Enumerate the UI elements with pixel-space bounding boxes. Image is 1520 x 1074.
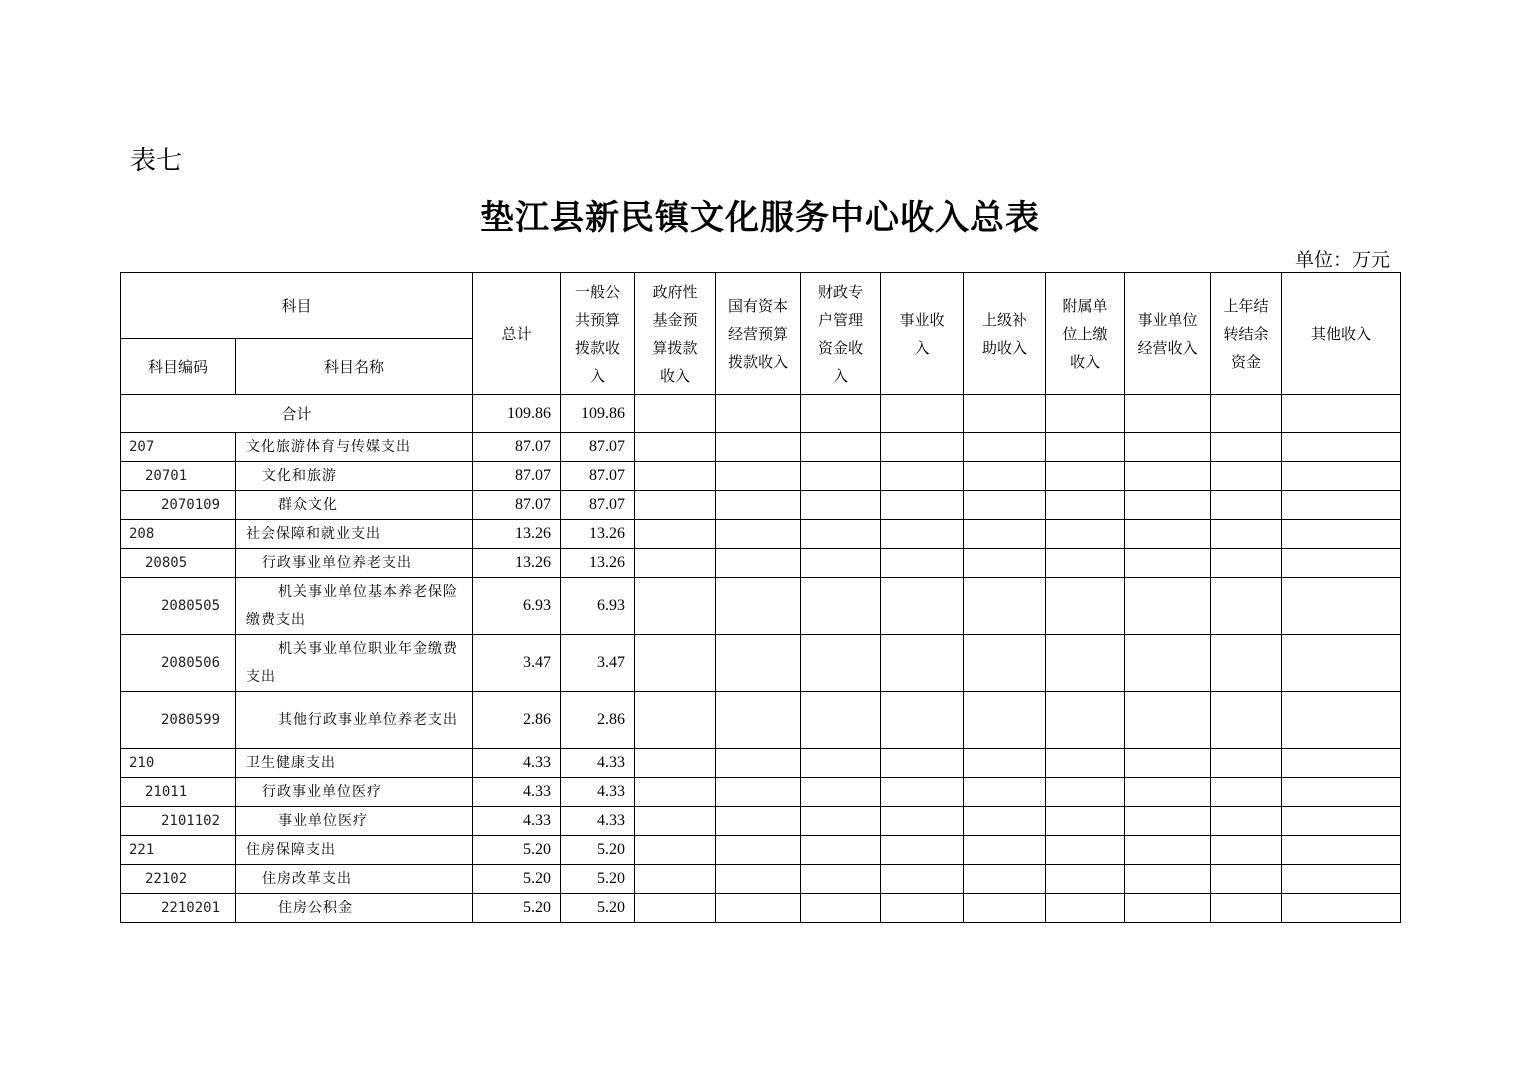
row-general: 4.33 — [561, 807, 635, 836]
empty-cell — [1125, 549, 1211, 578]
empty-cell — [635, 549, 716, 578]
empty-cell — [1211, 807, 1282, 836]
header-other-income: 其他收入 — [1282, 273, 1401, 395]
empty-cell — [801, 462, 881, 491]
empty-cell — [635, 836, 716, 865]
empty-cell — [1211, 692, 1282, 749]
row-general: 87.07 — [561, 491, 635, 520]
empty-cell — [635, 395, 716, 433]
empty-cell — [881, 395, 964, 433]
empty-cell — [801, 836, 881, 865]
empty-cell — [881, 491, 964, 520]
empty-cell — [1125, 894, 1211, 923]
empty-cell — [635, 520, 716, 549]
empty-cell — [881, 749, 964, 778]
row-code: 2080506 — [121, 635, 236, 692]
row-general: 87.07 — [561, 462, 635, 491]
empty-cell — [1046, 749, 1125, 778]
empty-cell — [1125, 491, 1211, 520]
empty-cell — [716, 778, 801, 807]
row-name: 住房公积金 — [236, 894, 473, 923]
row-code: 2080599 — [121, 692, 236, 749]
empty-cell — [881, 692, 964, 749]
empty-cell — [716, 578, 801, 635]
empty-cell — [964, 894, 1046, 923]
empty-cell — [801, 520, 881, 549]
empty-cell — [716, 549, 801, 578]
header-subject: 科目 — [121, 273, 473, 339]
empty-cell — [1211, 578, 1282, 635]
empty-cell — [1046, 549, 1125, 578]
empty-cell — [1046, 491, 1125, 520]
row-total: 87.07 — [473, 462, 561, 491]
table-row — [121, 807, 1401, 836]
empty-cell — [881, 778, 964, 807]
row-name: 事业单位医疗 — [236, 807, 473, 836]
income-summary-table — [120, 272, 1401, 923]
empty-cell — [1282, 807, 1401, 836]
table-row — [121, 778, 1401, 807]
empty-cell — [635, 807, 716, 836]
empty-cell — [635, 865, 716, 894]
empty-cell — [1125, 635, 1211, 692]
empty-cell — [1211, 894, 1282, 923]
row-code: 207 — [121, 433, 236, 462]
header-total: 总计 — [473, 273, 561, 395]
empty-cell — [964, 865, 1046, 894]
empty-cell — [1046, 462, 1125, 491]
empty-cell — [1282, 462, 1401, 491]
row-total: 13.26 — [473, 549, 561, 578]
empty-cell — [716, 836, 801, 865]
total-cell-general: 109.86 — [561, 395, 635, 433]
empty-cell — [1046, 578, 1125, 635]
header-business-operation: 事业单位 经营收入 — [1125, 273, 1211, 395]
total-row — [121, 395, 1401, 433]
empty-cell — [1211, 491, 1282, 520]
empty-cell — [964, 549, 1046, 578]
empty-cell — [1046, 692, 1125, 749]
empty-cell — [881, 836, 964, 865]
empty-cell — [1282, 578, 1401, 635]
row-code: 20805 — [121, 549, 236, 578]
row-total: 5.20 — [473, 894, 561, 923]
empty-cell — [1282, 836, 1401, 865]
row-name: 卫生健康支出 — [236, 749, 473, 778]
row-total: 4.33 — [473, 778, 561, 807]
empty-cell — [635, 692, 716, 749]
empty-cell — [801, 865, 881, 894]
empty-cell — [1282, 778, 1401, 807]
empty-cell — [1125, 395, 1211, 433]
empty-cell — [716, 692, 801, 749]
empty-cell — [801, 692, 881, 749]
empty-cell — [635, 578, 716, 635]
empty-cell — [1046, 395, 1125, 433]
empty-cell — [716, 635, 801, 692]
empty-cell — [1125, 520, 1211, 549]
empty-cell — [881, 549, 964, 578]
empty-cell — [1282, 433, 1401, 462]
row-name: 住房改革支出 — [236, 865, 473, 894]
row-total: 3.47 — [473, 635, 561, 692]
empty-cell — [716, 520, 801, 549]
empty-cell — [1282, 395, 1401, 433]
empty-cell — [1125, 749, 1211, 778]
empty-cell — [964, 807, 1046, 836]
empty-cell — [801, 749, 881, 778]
row-total: 87.07 — [473, 433, 561, 462]
empty-cell — [635, 433, 716, 462]
empty-cell — [716, 433, 801, 462]
row-code: 21011 — [121, 778, 236, 807]
total-cell-total: 109.86 — [473, 395, 561, 433]
row-code: 208 — [121, 520, 236, 549]
empty-cell — [881, 462, 964, 491]
empty-cell — [1282, 865, 1401, 894]
empty-cell — [964, 778, 1046, 807]
empty-cell — [1046, 865, 1125, 894]
empty-cell — [635, 491, 716, 520]
empty-cell — [801, 894, 881, 923]
empty-cell — [1125, 865, 1211, 894]
row-general: 4.33 — [561, 778, 635, 807]
table-row — [121, 749, 1401, 778]
row-total: 2.86 — [473, 692, 561, 749]
row-name: 文化旅游体育与传媒支出 — [236, 433, 473, 462]
row-general: 5.20 — [561, 894, 635, 923]
empty-cell — [964, 462, 1046, 491]
empty-cell — [964, 692, 1046, 749]
empty-cell — [1125, 462, 1211, 491]
empty-cell — [716, 749, 801, 778]
row-code: 22102 — [121, 865, 236, 894]
empty-cell — [1046, 520, 1125, 549]
empty-cell — [1125, 692, 1211, 749]
empty-cell — [801, 491, 881, 520]
empty-cell — [964, 635, 1046, 692]
empty-cell — [1125, 433, 1211, 462]
row-general: 87.07 — [561, 433, 635, 462]
empty-cell — [635, 778, 716, 807]
empty-cell — [716, 894, 801, 923]
empty-cell — [635, 635, 716, 692]
row-total: 13.26 — [473, 520, 561, 549]
empty-cell — [881, 807, 964, 836]
row-general: 13.26 — [561, 520, 635, 549]
empty-cell — [635, 462, 716, 491]
table-row — [121, 692, 1401, 749]
unit-label: 单位：万元 — [1294, 249, 1390, 271]
empty-cell — [1282, 491, 1401, 520]
empty-cell — [964, 491, 1046, 520]
empty-cell — [1211, 395, 1282, 433]
empty-cell — [801, 433, 881, 462]
row-name: 群众文化 — [236, 491, 473, 520]
row-code: 2070109 — [121, 491, 236, 520]
empty-cell — [1211, 549, 1282, 578]
empty-cell — [1211, 749, 1282, 778]
empty-cell — [1125, 836, 1211, 865]
empty-cell — [716, 462, 801, 491]
empty-cell — [1211, 433, 1282, 462]
header-subject-name: 科目名称 — [236, 339, 473, 395]
row-code: 2080505 — [121, 578, 236, 635]
empty-cell — [1282, 520, 1401, 549]
empty-cell — [1211, 778, 1282, 807]
row-total: 5.20 — [473, 865, 561, 894]
total-label: 合计 — [121, 395, 473, 433]
empty-cell — [881, 894, 964, 923]
empty-cell — [1046, 807, 1125, 836]
empty-cell — [964, 395, 1046, 433]
header-special-fund: 财政专 户管理 资金收 入 — [801, 273, 881, 395]
empty-cell — [635, 894, 716, 923]
header-business-income: 事业收 入 — [881, 273, 964, 395]
row-code: 210 — [121, 749, 236, 778]
empty-cell — [1282, 894, 1401, 923]
empty-cell — [801, 807, 881, 836]
table-row — [121, 578, 1401, 635]
empty-cell — [1046, 778, 1125, 807]
empty-cell — [1125, 578, 1211, 635]
row-code: 2210201 — [121, 894, 236, 923]
empty-cell — [801, 395, 881, 433]
empty-cell — [716, 491, 801, 520]
row-total: 6.93 — [473, 578, 561, 635]
row-name: 行政事业单位医疗 — [236, 778, 473, 807]
row-name: 机关事业单位职业年金缴费支出 — [236, 635, 473, 692]
table-label: 表七 — [130, 146, 183, 176]
row-total: 4.33 — [473, 807, 561, 836]
empty-cell — [716, 395, 801, 433]
header-superior-subsidy: 上级补 助收入 — [964, 273, 1046, 395]
row-general: 13.26 — [561, 549, 635, 578]
table-row — [121, 462, 1401, 491]
row-general: 6.93 — [561, 578, 635, 635]
row-general: 3.47 — [561, 635, 635, 692]
empty-cell — [716, 807, 801, 836]
empty-cell — [964, 520, 1046, 549]
empty-cell — [1046, 433, 1125, 462]
header-general-budget: 一般公 共预算 拨款收 入 — [561, 273, 635, 395]
empty-cell — [1211, 462, 1282, 491]
row-name: 行政事业单位养老支出 — [236, 549, 473, 578]
empty-cell — [964, 749, 1046, 778]
empty-cell — [881, 635, 964, 692]
empty-cell — [1211, 865, 1282, 894]
row-general: 5.20 — [561, 865, 635, 894]
header-affiliated: 附属单 位上缴 收入 — [1046, 273, 1125, 395]
header-subject-code: 科目编码 — [121, 339, 236, 395]
empty-cell — [1211, 635, 1282, 692]
empty-cell — [801, 578, 881, 635]
row-code: 221 — [121, 836, 236, 865]
row-general: 4.33 — [561, 749, 635, 778]
empty-cell — [1046, 635, 1125, 692]
empty-cell — [1125, 807, 1211, 836]
empty-cell — [1046, 836, 1125, 865]
empty-cell — [1125, 778, 1211, 807]
row-code: 2101102 — [121, 807, 236, 836]
row-name: 机关事业单位基本养老保险缴费支出 — [236, 578, 473, 635]
header-state-capital: 国有资本 经营预算 拨款收入 — [716, 273, 801, 395]
header-carryover: 上年结 转结余 资金 — [1211, 273, 1282, 395]
row-name: 其他行政事业单位养老支出 — [236, 692, 473, 749]
empty-cell — [964, 836, 1046, 865]
table-row — [121, 836, 1401, 865]
empty-cell — [716, 865, 801, 894]
page-title: 垫江县新民镇文化服务中心收入总表 — [480, 198, 1040, 238]
table-row — [121, 635, 1401, 692]
row-general: 2.86 — [561, 692, 635, 749]
empty-cell — [1282, 635, 1401, 692]
row-total: 87.07 — [473, 491, 561, 520]
table-row — [121, 491, 1401, 520]
empty-cell — [801, 549, 881, 578]
table-row — [121, 865, 1401, 894]
empty-cell — [881, 578, 964, 635]
row-total: 4.33 — [473, 749, 561, 778]
empty-cell — [1282, 692, 1401, 749]
empty-cell — [801, 635, 881, 692]
table-row — [121, 433, 1401, 462]
empty-cell — [1046, 894, 1125, 923]
empty-cell — [1282, 549, 1401, 578]
empty-cell — [1211, 520, 1282, 549]
empty-cell — [881, 520, 964, 549]
table-row — [121, 894, 1401, 923]
row-name: 文化和旅游 — [236, 462, 473, 491]
empty-cell — [1282, 749, 1401, 778]
empty-cell — [964, 578, 1046, 635]
empty-cell — [881, 433, 964, 462]
empty-cell — [801, 778, 881, 807]
row-name: 社会保障和就业支出 — [236, 520, 473, 549]
header-gov-fund: 政府性 基金预 算拨款 收入 — [635, 273, 716, 395]
table-row — [121, 520, 1401, 549]
empty-cell — [1211, 836, 1282, 865]
row-name: 住房保障支出 — [236, 836, 473, 865]
row-code: 20701 — [121, 462, 236, 491]
table-row — [121, 549, 1401, 578]
empty-cell — [635, 749, 716, 778]
empty-cell — [964, 433, 1046, 462]
row-total: 5.20 — [473, 836, 561, 865]
empty-cell — [881, 865, 964, 894]
row-general: 5.20 — [561, 836, 635, 865]
